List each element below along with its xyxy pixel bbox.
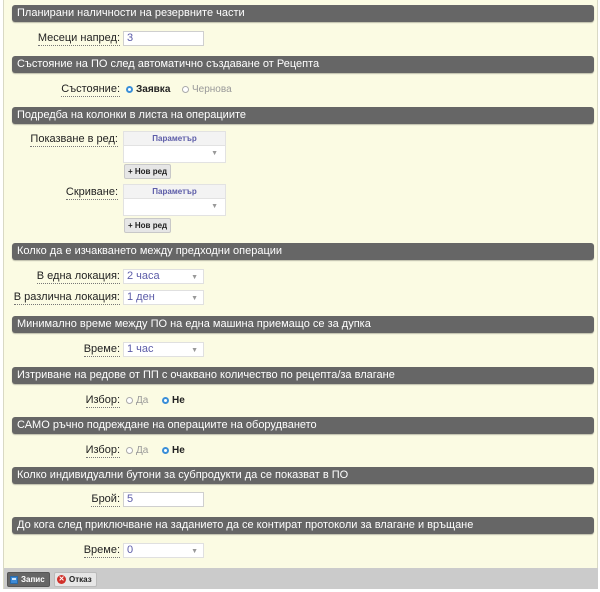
diff-location-select[interactable]: 1 ден ▼ <box>123 290 204 305</box>
radio-selected-icon <box>126 86 133 93</box>
chevron-down-icon: ▼ <box>191 548 198 555</box>
radio-unselected-icon <box>126 397 133 404</box>
show-in-row-table <box>123 131 226 163</box>
form-footer <box>4 568 598 589</box>
add-row-button[interactable]: + Нов ред <box>124 218 171 233</box>
save-button[interactable]: Запис <box>7 572 50 587</box>
post-time-label: Време: <box>83 544 120 556</box>
count-input[interactable]: 5 <box>123 492 204 507</box>
radio-yes[interactable]: Да <box>126 395 148 406</box>
chevron-down-icon: ▼ <box>211 150 218 157</box>
manual-order-label: Избор: <box>85 444 120 456</box>
months-ahead-input[interactable]: 3 <box>123 31 204 46</box>
section-header-manual-order: САМО ръчно подреждане на операциите на оборудването <box>12 417 594 434</box>
delete-rows-row <box>4 393 599 413</box>
radio-selected-icon <box>162 397 169 404</box>
section-header-subproduct-buttons: Колко индивидуални бутони за субпродукти да се показват в ПО <box>12 467 594 484</box>
radio-unselected-icon <box>126 447 133 454</box>
same-location-select[interactable]: 2 часа ▼ <box>123 269 204 284</box>
section-header-column-order: Подредба на колонки в листа на операциите <box>12 107 594 124</box>
delete-rows-label: Избор: <box>85 394 120 406</box>
radio-chernova[interactable]: Чернова <box>182 84 232 95</box>
months-ahead-row <box>4 31 599 51</box>
close-icon: ✕ <box>58 576 65 583</box>
post-time-select[interactable]: 0 ▼ <box>123 543 204 558</box>
radio-selected-icon <box>162 447 169 454</box>
radio-unselected-icon <box>182 86 189 93</box>
parameter-select[interactable] <box>124 146 225 162</box>
chevron-down-icon: ▼ <box>191 274 198 281</box>
count-row <box>4 492 599 512</box>
count-label: Брой: <box>91 493 120 505</box>
diff-location-label: В различна локация: <box>13 291 120 303</box>
save-icon <box>10 576 18 584</box>
settings-form <box>3 0 598 589</box>
parameter-select[interactable] <box>124 199 225 215</box>
show-in-row-label: Показване в ред: <box>30 133 118 145</box>
chevron-down-icon: ▼ <box>191 295 198 302</box>
add-row-button[interactable]: + Нов ред <box>124 164 171 179</box>
radio-no[interactable]: Не <box>162 445 185 456</box>
same-location-label: В една локация: <box>36 270 120 282</box>
min-time-label: Време: <box>83 343 120 355</box>
diff-location-row <box>4 290 599 310</box>
manual-order-row <box>4 443 599 463</box>
column-header: Параметър <box>124 132 225 146</box>
min-time-select[interactable]: 1 час ▼ <box>123 342 204 357</box>
chevron-down-icon: ▼ <box>211 203 218 210</box>
column-header: Параметър <box>124 185 225 199</box>
section-header-po-state: Състояние на ПО след автоматично създаване от Рецепта <box>12 56 594 73</box>
radio-no[interactable]: Не <box>162 395 185 406</box>
state-label: Състояние: <box>61 83 120 95</box>
section-header-post-time: До кога след приключване на заданието да се контират протоколи за влагане и връщане <box>12 517 594 534</box>
section-header-delete-rows: Изтриване на редове от ПП с очаквано количество по рецепта/за влагане <box>12 367 594 384</box>
min-time-row <box>4 342 599 362</box>
cancel-button[interactable]: ✕ Отказ <box>54 572 97 587</box>
section-header-spare-parts: Планирани наличности на резервните части <box>12 5 594 22</box>
months-ahead-label: Месеци напред: <box>37 32 120 44</box>
section-header-wait: Колко да е изчакването между предходни операции <box>12 243 594 260</box>
post-time-row <box>4 543 599 563</box>
radio-zayavka[interactable]: Заявка <box>126 84 170 95</box>
section-header-min-time: Минимално време между ПО на една машина приемащо се за дупка <box>12 316 594 333</box>
hide-label: Скриване: <box>65 186 118 198</box>
chevron-down-icon: ▼ <box>191 347 198 354</box>
radio-yes[interactable]: Да <box>126 445 148 456</box>
state-row <box>4 82 599 102</box>
hide-table <box>123 184 226 216</box>
same-location-row <box>4 269 599 289</box>
